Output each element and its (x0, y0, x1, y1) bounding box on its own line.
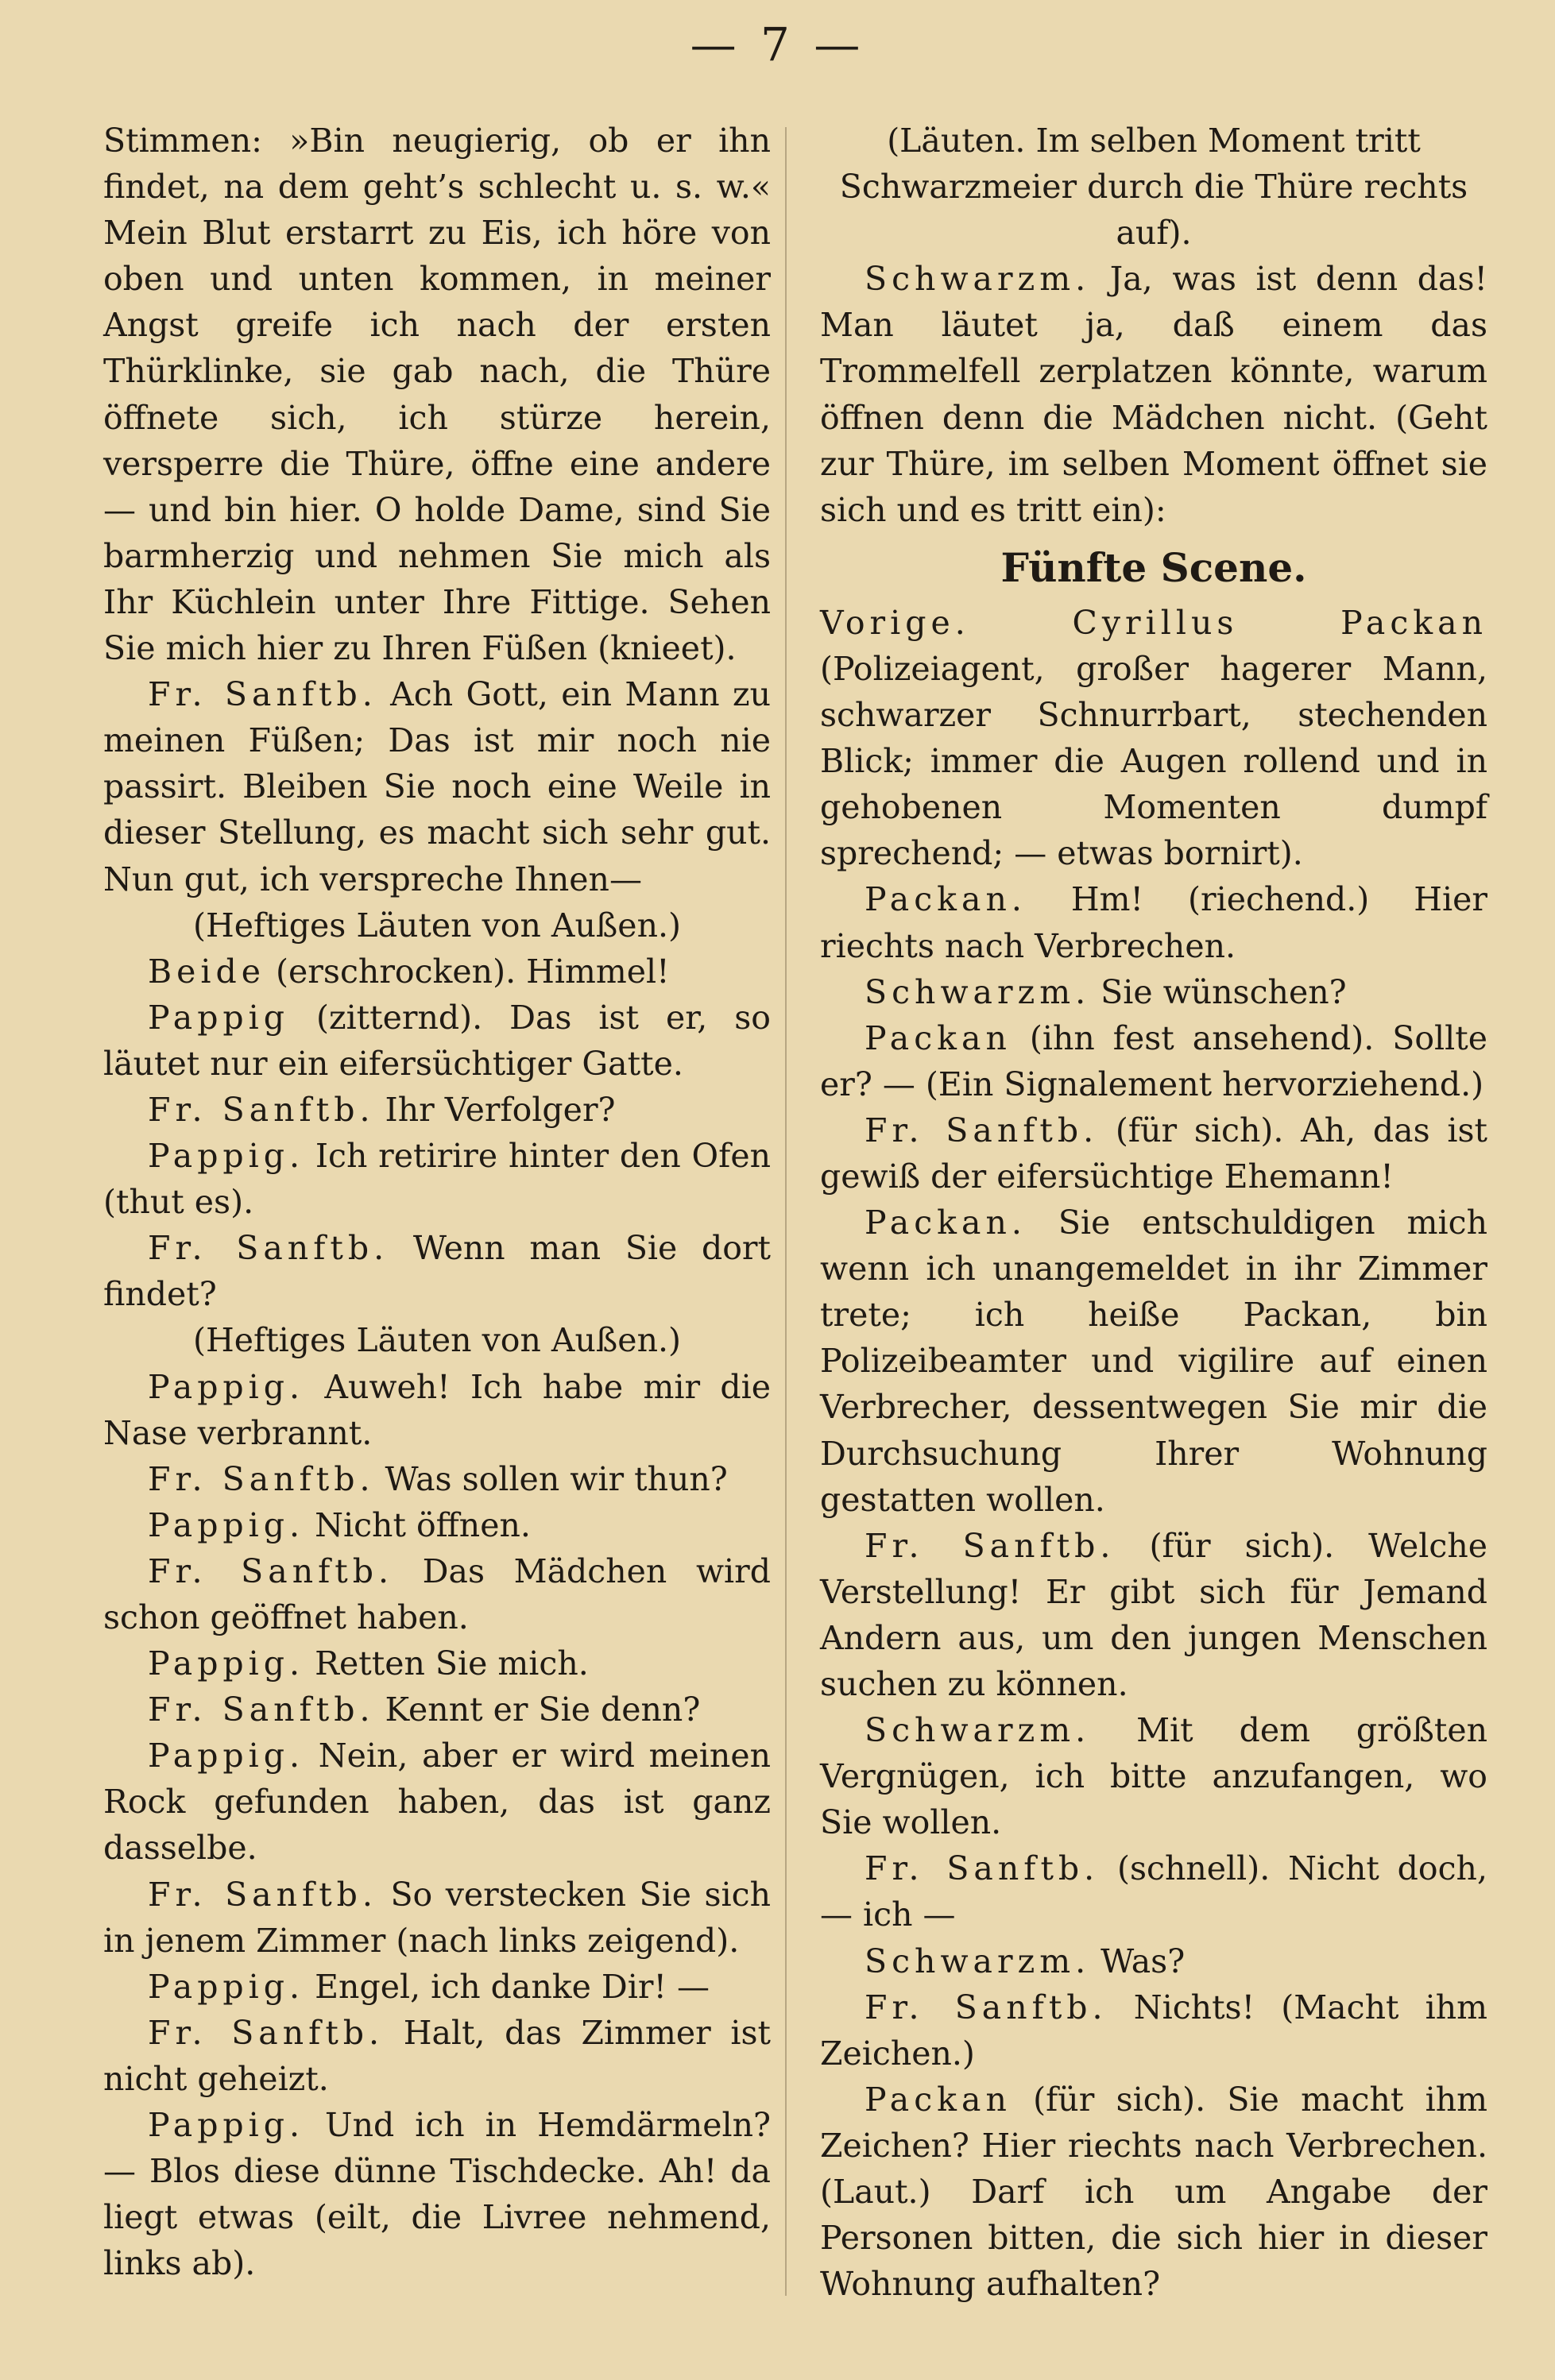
page-number: — 7 — (690, 17, 865, 71)
speaker-name: Schwarzm. (865, 972, 1091, 1011)
text-run: Und ich in Hemdärmeln? — Blos diese dünne Tischdecke. Ah! da liegt etwas (eilt, die Livree nehmend, links ab). (103, 2106, 771, 2283)
text-run: (für sich). Welche Verstellung! Er gibt sich für Jemand Andern aus, um den jungen Menschen suchen zu können. (820, 1526, 1487, 1703)
text-run: Sie wünschen? (1090, 972, 1347, 1011)
speaker-name: Beide (148, 952, 266, 991)
speaker-name: Vorige. Cyrillus Packan (820, 603, 1487, 642)
text-paragraph (103, 1964, 771, 2010)
text-run: Nichts! (Macht ihm Zeichen.) (820, 1988, 1487, 2073)
text-run: Ihr Verfolger? (374, 1090, 616, 1129)
text-run: Halt, das Zimmer ist nicht geheizt. (103, 2013, 771, 2098)
text-paragraph (820, 876, 1487, 968)
text-paragraph (103, 2102, 771, 2286)
text-paragraph (820, 256, 1487, 533)
text-run: Ja, was ist denn das! Man läutet ja, daß einem das Trommelfell zerplatzen könnte, warum öffnen denn die Mädchen nicht. (Geht zur Thüre, im selben Moment öffnet sie sich und es tritt ein): (820, 260, 1487, 529)
text-run: (für sich). Ah, das ist gewiß der eifersüchtige Ehemann! (820, 1111, 1487, 1196)
text-run: (zitternd). Das ist er, so läutet nur ein eifersüchtiger Gatte. (103, 998, 771, 1083)
text-paragraph (103, 2010, 771, 2102)
text-run: (für sich). Sie macht ihm Zeichen? Hier riechts nach Verbrechen. (Laut.) Darf ich um Angabe der Personen bitten, die sich hier in dieser Wohnung aufhalten? (820, 2080, 1487, 2304)
stage-direction (103, 902, 771, 949)
text-run: Stimmen: »Bin neugierig, ob er ihn findet, na dem geht’s schlecht u. s. w.« Mein Blut erstarrt zu Eis, ich höre von oben und unten kommen, in meiner Angst greife ich nach der ersten Thürklinke, sie gab nach, die Thüre öffnete sich, ich stürze herein, versperre die Thüre, öffne eine andere — und bin hier. O holde Dame, sind Sie barmherzig und nehmen Sie mich als Ihr Küchlein unter Ihre Fittige. Sehen Sie mich hier zu Ihren Füßen (knieet). (103, 122, 771, 668)
text-paragraph (103, 1087, 771, 1133)
text-run: Was? (1090, 1941, 1186, 1980)
text-run: Kennt er Sie denn? (374, 1690, 701, 1729)
speaker-name: Packan. (865, 880, 1027, 919)
text-run: (Heftiges Läuten von Außen.) (193, 906, 681, 945)
text-run: Sie entschuldigen mich wenn ich unangemeldet in ihr Zimmer trete; ich heiße Packan, bin Polizeibeamter und vigilire auf einen Verbrecher, dessentwegen Sie mir die Durchsuchung Ihrer Wohnung gestatten wollen. (820, 1204, 1487, 1519)
speaker-name: Fr. Sanftb. (865, 1526, 1116, 1565)
text-run: Das Mädchen wird schon geöffnet haben. (103, 1551, 771, 1636)
text-paragraph (820, 1938, 1487, 1984)
speaker-name: Fr. Sanftb. (148, 1090, 375, 1129)
speaker-name: Fr. Sanftb. (148, 675, 377, 714)
text-paragraph (820, 1523, 1487, 1707)
speaker-name: Schwarzm. (865, 1941, 1091, 1980)
speaker-name: Schwarzm. (865, 260, 1091, 299)
text-paragraph (103, 1640, 771, 1686)
speaker-name: Schwarzm. (865, 1711, 1091, 1750)
text-run: Hm! (riechend.) Hier riechts nach Verbrechen. (820, 880, 1487, 965)
text-paragraph (820, 1845, 1487, 1938)
text-run: Ich retirire hinter den Ofen (thut es). (103, 1137, 771, 1222)
speaker-name: Pappig. (148, 1737, 305, 1775)
text-run: Auweh! Ich habe mir die Nase verbrannt. (103, 1367, 771, 1452)
text-run: Mit dem größten Vergnügen, ich bitte anzufangen, wo Sie wollen. (820, 1711, 1487, 1842)
left-column (103, 118, 771, 2286)
text-paragraph (103, 1733, 771, 1871)
text-run: (Polizeiagent, großer hagerer Mann, schwarzer Schnurrbart, stechenden Blick; immer die Augen rollend und in gehobenen Momenten dumpf sprechend; — etwas bornirt). (820, 649, 1487, 873)
text-run: Wenn man Sie dort findet? (103, 1229, 771, 1314)
speaker-name: Pappig. (148, 1505, 305, 1544)
text-paragraph (820, 969, 1487, 1015)
speaker-name: Fr. Sanftb. (148, 1690, 375, 1729)
text-paragraph (103, 949, 771, 995)
text-paragraph (820, 600, 1487, 877)
text-run: Nein, aber er wird meinen Rock gefunden haben, das ist ganz dasselbe. (103, 1737, 771, 1868)
speaker-name: Packan (865, 2080, 1012, 2119)
text-paragraph (820, 1707, 1487, 1845)
text-paragraph (820, 1200, 1487, 1523)
text-run: (Heftiges Läuten von Außen.) (193, 1321, 681, 1360)
speaker-name: Fr. Sanftb. (148, 1551, 394, 1590)
scene-heading (820, 539, 1487, 597)
stage-direction (103, 1317, 771, 1363)
text-run: Ach Gott, ein Mann zu meinen Füßen; Das ist mir noch nie passirt. Bleiben Sie noch eine Weile in dieser Stellung, es macht sich sehr gut. Nun gut, ich verspreche Ihnen— (103, 675, 771, 898)
text-run: Nicht öffnen. (304, 1505, 531, 1544)
text-paragraph (103, 1502, 771, 1548)
text-run: (Läuten. Im selben Moment tritt Schwarzmeier durch die Thüre rechts auf). (839, 122, 1468, 253)
text-run: (schnell). Nicht doch, — ich — (820, 1849, 1487, 1934)
speaker-name: Fr. Sanftb. (148, 2013, 385, 2052)
speaker-name: Fr. Sanftb. (148, 1229, 389, 1268)
text-paragraph (820, 1107, 1487, 1200)
text-paragraph (820, 1984, 1487, 2077)
column-divider (785, 127, 787, 2296)
text-paragraph (103, 1225, 771, 1317)
text-paragraph (103, 1456, 771, 1502)
text-run: Was sollen wir thun? (374, 1459, 728, 1498)
text-paragraph (820, 2077, 1487, 2307)
speaker-name: Fr. Sanftb. (865, 1849, 1100, 1888)
speaker-name: Fr. Sanftb. (148, 1459, 375, 1498)
right-column (820, 118, 1487, 2307)
speaker-name: Packan (865, 1018, 1012, 1057)
speaker-name: Fr. Sanftb. (865, 1988, 1108, 2026)
text-run: So verstecken Sie sich in jenem Zimmer (nach links zeigend). (103, 1875, 771, 1960)
speaker-name: Pappig. (148, 1137, 305, 1176)
text-paragraph (820, 1015, 1487, 1107)
speaker-name: Pappig (148, 998, 290, 1037)
text-paragraph (103, 118, 771, 671)
speaker-name: Pappig. (148, 1644, 305, 1683)
text-run: Fünfte Scene. (1000, 543, 1307, 591)
text-run: Retten Sie mich. (304, 1644, 589, 1683)
speaker-name: Fr. Sanftb. (148, 1875, 377, 1914)
text-run: Engel, ich danke Dir! — (304, 1967, 710, 2006)
text-paragraph (103, 1364, 771, 1456)
text-run: (erschrocken). Himmel! (265, 952, 670, 991)
text-run: (ihn fest ansehend). Sollte er? — (Ein Signalement hervorziehend.) (820, 1018, 1487, 1103)
stage-direction (820, 118, 1487, 256)
text-paragraph (103, 1872, 771, 1964)
text-paragraph (103, 995, 771, 1087)
speaker-name: Pappig. (148, 2106, 305, 2145)
speaker-name: Fr. Sanftb. (865, 1111, 1099, 1149)
text-paragraph (103, 1686, 771, 1733)
speaker-name: Pappig. (148, 1367, 305, 1406)
text-paragraph (103, 671, 771, 902)
text-paragraph (103, 1133, 771, 1225)
speaker-name: Packan. (865, 1204, 1027, 1242)
text-paragraph (103, 1548, 771, 1640)
speaker-name: Pappig. (148, 1967, 305, 2006)
